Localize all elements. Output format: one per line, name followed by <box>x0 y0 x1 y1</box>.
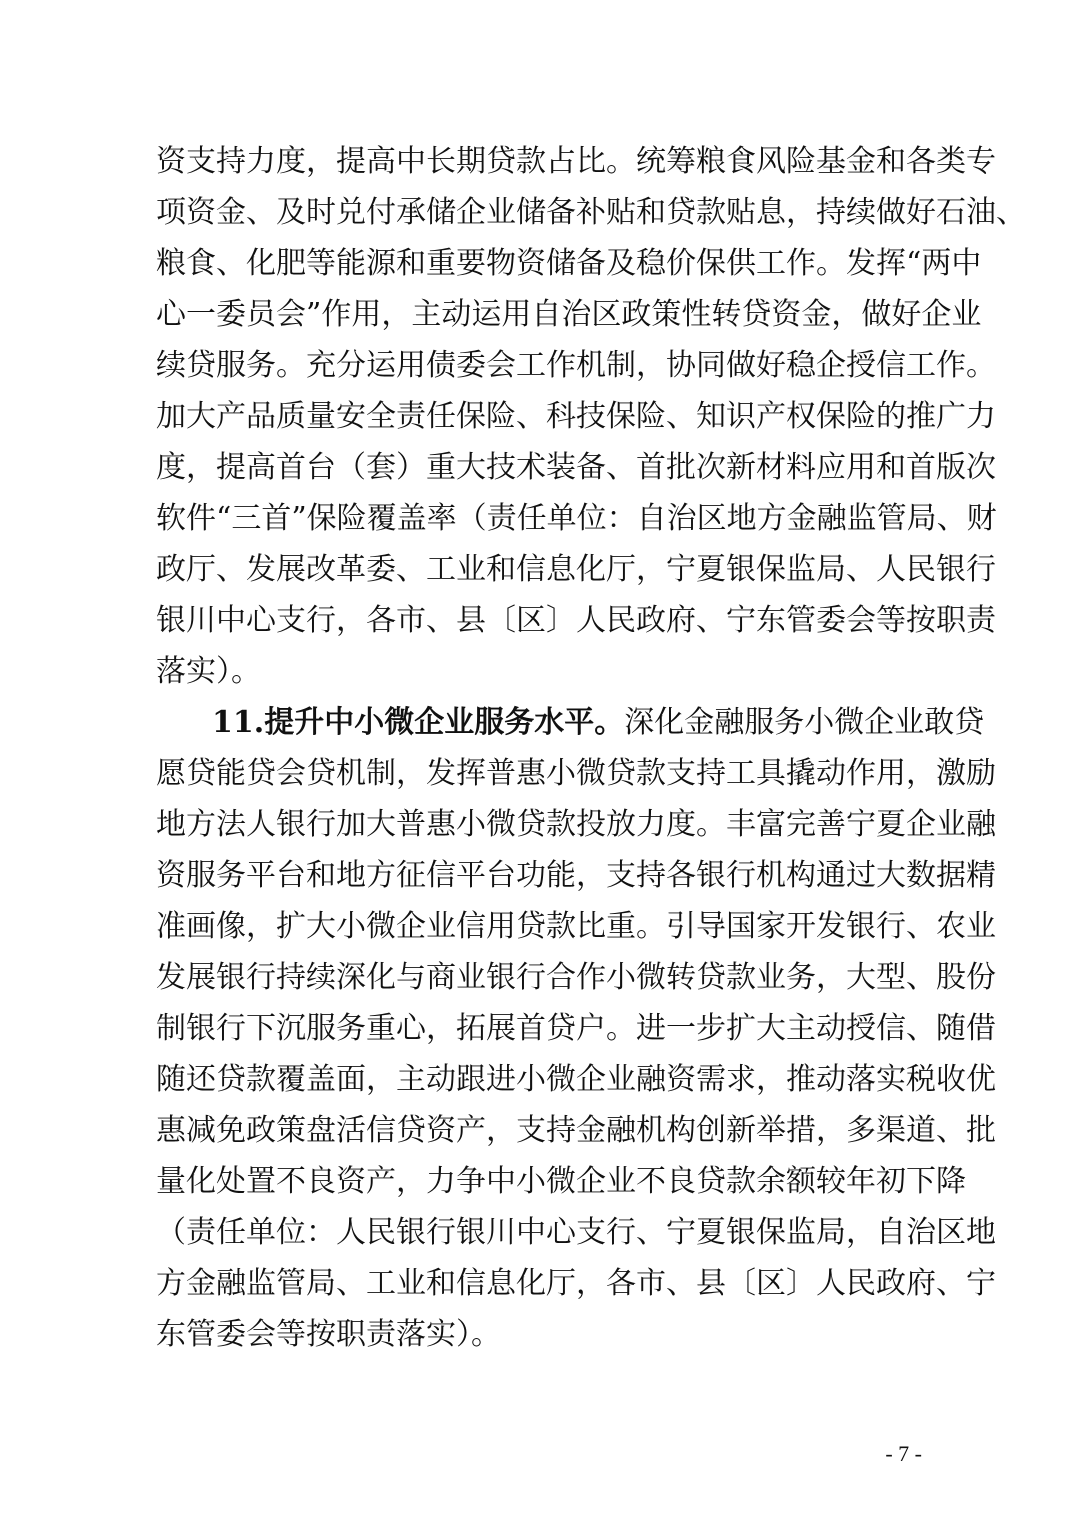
text-line: 发展银行持续深化与商业银行合作小微转贷款业务，大型、股份 <box>156 960 996 995</box>
text-line: 地方法人银行加大普惠小微贷款投放力度。丰富完善宁夏企业融 <box>156 807 996 842</box>
text-line: 方金融监管局、工业和信息化厅，各市、县〔区〕人民政府、宁 <box>156 1266 996 1301</box>
text-line: （责任单位：人民银行银川中心支行、宁夏银保监局，自治区地 <box>156 1215 996 1250</box>
document-body <box>156 136 1026 1360</box>
text-line: 心一委员会”作用，主动运用自治区政策性转贷资金，做好企业 <box>156 297 982 332</box>
text-line: 银川中心支行，各市、县〔区〕人民政府、宁东管委会等按职责 <box>156 603 996 638</box>
text-line: 愿贷能贷会贷机制，发挥普惠小微贷款支持工具撬动作用，激励 <box>156 756 996 791</box>
section-heading: 11.提升中小微企业服务水平。 <box>212 705 625 740</box>
heading-line-rest: 深化金融服务小微企业敢贷 <box>624 705 985 740</box>
text-line: 准画像，扩大小微企业信用贷款比重。引导国家开发银行、农业 <box>156 909 996 944</box>
text-line: 落实）。 <box>156 654 261 689</box>
text-line: 随还贷款覆盖面，主动跟进小微企业融资需求，推动落实税收优 <box>156 1062 996 1097</box>
paragraph-funding-support <box>156 136 1026 697</box>
text-line: 软件“三首”保险覆盖率（责任单位：自治区地方金融监管局、财 <box>156 501 997 536</box>
heading-line <box>156 697 985 748</box>
paragraph-sme-services <box>156 697 996 1360</box>
text-line: 量化处置不良资产，力争中小微企业不良贷款余额较年初下降 <box>156 1164 966 1199</box>
text-line: 度，提高首台（套）重大技术装备、首批次新材料应用和首版次 <box>156 450 996 485</box>
text-line: 加大产品质量安全责任保险、科技保险、知识产权保险的推广力 <box>156 399 996 434</box>
text-line: 续贷服务。充分运用债委会工作机制，协同做好稳企授信工作。 <box>156 348 996 383</box>
text-line: 粮食、化肥等能源和重要物资储备及稳价保供工作。发挥“两中 <box>156 246 982 281</box>
page-number: - 7 - <box>885 1441 922 1466</box>
text-line: 项资金、及时兑付承储企业储备补贴和贷款贴息，持续做好石油、 <box>156 195 1026 230</box>
text-line: 资支持力度，提高中长期贷款占比。统筹粮食风险基金和各类专 <box>156 144 996 179</box>
text-line: 惠减免政策盘活信贷资产，支持金融机构创新举措，多渠道、批 <box>156 1113 996 1148</box>
text-line: 资服务平台和地方征信平台功能，支持各银行机构通过大数据精 <box>156 858 996 893</box>
text-line: 制银行下沉服务重心，拓展首贷户。进一步扩大主动授信、随借 <box>156 1011 996 1046</box>
text-line: 东管委会等按职责落实）。 <box>156 1317 501 1352</box>
text-line: 政厅、发展改革委、工业和信息化厅，宁夏银保监局、人民银行 <box>156 552 996 587</box>
